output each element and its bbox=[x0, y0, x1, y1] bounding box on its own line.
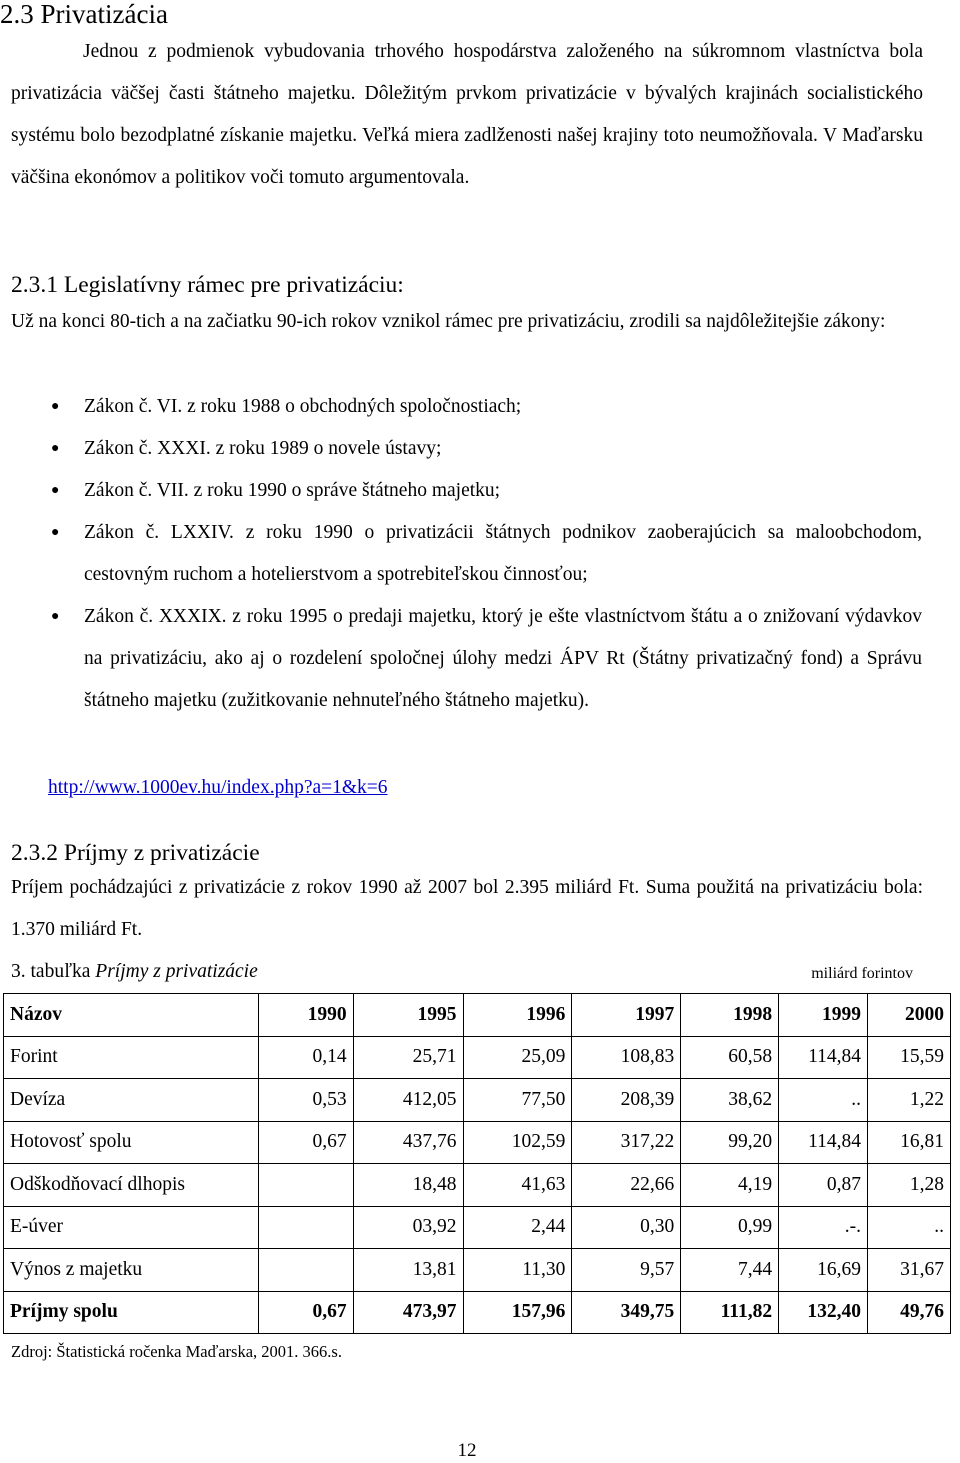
law-text: Zákon č. VII. z roku 1990 o správe štátneho majetku; bbox=[84, 480, 501, 501]
table-source-note: Zdroj: Štatistická ročenka Maďarska, 2001. 366.s. bbox=[11, 1342, 342, 1361]
subsection-heading-revenues: 2.3.2 Príjmy z privatizácie bbox=[11, 840, 260, 866]
table-total-row bbox=[4, 1291, 951, 1334]
table-cell: 41,63 bbox=[463, 1164, 572, 1207]
table-row-label: E-úver bbox=[4, 1206, 259, 1249]
table-cell: .-. bbox=[779, 1206, 868, 1249]
table-cell: 22,66 bbox=[572, 1164, 681, 1207]
revenues-paragraph: Príjem pochádzajúci z privatizácie z rokov 1990 až 2007 bol 2.395 miliárd Ft. Suma použitá na privatizáciu bola: 1.370 miliárd Ft. bbox=[11, 877, 923, 940]
bullet-icon: ● bbox=[51, 483, 60, 498]
list-item bbox=[0, 512, 922, 596]
table-cell: 16,69 bbox=[779, 1249, 868, 1292]
table-cell: 437,76 bbox=[353, 1121, 463, 1164]
table-row bbox=[4, 1079, 951, 1122]
law-text: Zákon č. VI. z roku 1988 o obchodných spoločnostiach; bbox=[84, 396, 522, 417]
subsection-heading-legislation: 2.3.1 Legislatívny rámec pre privatizáciu: bbox=[11, 272, 404, 298]
table-cell: 111,82 bbox=[681, 1291, 779, 1334]
table-cell: 77,50 bbox=[463, 1079, 572, 1122]
table-header-cell: 1996 bbox=[463, 994, 572, 1037]
law-text: Zákon č. XXXI. z roku 1989 o novele ústavy; bbox=[84, 438, 442, 459]
table-cell bbox=[258, 1206, 353, 1249]
table-cell: 473,97 bbox=[353, 1291, 463, 1334]
bullet-icon: ● bbox=[51, 609, 60, 624]
table-cell: 7,44 bbox=[681, 1249, 779, 1292]
table-header-cell: 1998 bbox=[681, 994, 779, 1037]
table-cell: 25,09 bbox=[463, 1036, 572, 1079]
table-cell: 99,20 bbox=[681, 1121, 779, 1164]
table-cell: 157,96 bbox=[463, 1291, 572, 1334]
table-cell: 0,53 bbox=[258, 1079, 353, 1122]
table-units: miliárd forintov bbox=[811, 965, 913, 982]
table-header-cell: 1999 bbox=[779, 994, 868, 1037]
table-cell: 60,58 bbox=[681, 1036, 779, 1079]
table-cell: 102,59 bbox=[463, 1121, 572, 1164]
table-caption-title: Príjmy z privatizácie bbox=[95, 961, 258, 982]
source-link[interactable]: http://www.1000ev.hu/index.php?a=1&k=6 bbox=[48, 777, 388, 798]
table-cell: 412,05 bbox=[353, 1079, 463, 1122]
table-cell: 15,59 bbox=[868, 1036, 951, 1079]
table-cell: 11,30 bbox=[463, 1249, 572, 1292]
table-header-cell: 2000 bbox=[868, 994, 951, 1037]
table-row-label: Výnos z majetku bbox=[4, 1249, 259, 1292]
table-cell: 0,99 bbox=[681, 1206, 779, 1249]
page-number: 12 bbox=[457, 1440, 477, 1461]
table-row bbox=[4, 1121, 951, 1164]
table-cell: 25,71 bbox=[353, 1036, 463, 1079]
table-caption-number: 3. tabuľka bbox=[11, 961, 96, 982]
table-cell: .. bbox=[868, 1206, 951, 1249]
table-cell: 0,67 bbox=[258, 1121, 353, 1164]
table-row-label: Devíza bbox=[4, 1079, 259, 1122]
table-cell bbox=[258, 1164, 353, 1207]
list-item bbox=[0, 386, 922, 428]
table-cell: 0,14 bbox=[258, 1036, 353, 1079]
section-intro-paragraph: Jednou z podmienok vybudovania trhového hospodárstva založeného na súkromnom vlastníctva bola privatizácia väčšej časti štátneho majetku. Dôležitým prvkom privatizácie v bývalých krajinách socialistického systému bolo bezodplatné získanie majetku. Veľká miera zadlženosti našej krajiny toto neumožňovala. V Maďarsku väčšina ekonómov a politikov voči tomuto argumentovala. bbox=[11, 41, 923, 188]
table-row bbox=[4, 1206, 951, 1249]
table-cell: 317,22 bbox=[572, 1121, 681, 1164]
bullet-icon: ● bbox=[51, 525, 60, 540]
table-row-label: Hotovosť spolu bbox=[4, 1121, 259, 1164]
table-cell bbox=[258, 1249, 353, 1292]
table-caption bbox=[11, 952, 923, 992]
table-cell: 0,67 bbox=[258, 1291, 353, 1334]
law-text: Zákon č. LXXIV. z roku 1990 o privatizácii štátnych podnikov zaoberajúcich sa maloobchodom, cestovným ruchom a hotelierstvom a spotrebiteľskou činnosťou; bbox=[84, 522, 922, 585]
table-header-cell: 1997 bbox=[572, 994, 681, 1037]
table-cell: 18,48 bbox=[353, 1164, 463, 1207]
table-cell: 349,75 bbox=[572, 1291, 681, 1334]
laws-list bbox=[0, 386, 922, 722]
table-cell: 38,62 bbox=[681, 1079, 779, 1122]
table-header-cell: 1995 bbox=[353, 994, 463, 1037]
table-cell: 114,84 bbox=[779, 1036, 868, 1079]
table-cell: 0,87 bbox=[779, 1164, 868, 1207]
list-item bbox=[0, 428, 922, 470]
list-item bbox=[0, 596, 922, 722]
table-cell: 1,22 bbox=[868, 1079, 951, 1122]
table-cell: 31,67 bbox=[868, 1249, 951, 1292]
bullet-icon: ● bbox=[51, 441, 60, 456]
law-text: Zákon č. XXXIX. z roku 1995 o predaji majetku, ktorý je ešte vlastníctvom štátu a o znižovaní výdavkov na privatizáciu, ako aj o rozdelení spoločnej úlohy medzi ÁPV Rt (Štátny privatizačný fond) a Správu štátneho majetku (zužitkovanie nehnuteľného štátneho majetku). bbox=[84, 606, 922, 711]
list-item bbox=[0, 470, 922, 512]
table-header-row bbox=[4, 994, 951, 1037]
table-cell: 03,92 bbox=[353, 1206, 463, 1249]
table-cell: 9,57 bbox=[572, 1249, 681, 1292]
table-cell: 208,39 bbox=[572, 1079, 681, 1122]
table-cell: 49,76 bbox=[868, 1291, 951, 1334]
bullet-icon: ● bbox=[51, 399, 60, 414]
table-row-label: Odškodňovací dlhopis bbox=[4, 1164, 259, 1207]
table-cell: 1,28 bbox=[868, 1164, 951, 1207]
table-row bbox=[4, 1164, 951, 1207]
table-cell: 13,81 bbox=[353, 1249, 463, 1292]
table-cell: 16,81 bbox=[868, 1121, 951, 1164]
table-cell: 2,44 bbox=[463, 1206, 572, 1249]
table-row-label: Príjmy spolu bbox=[4, 1291, 259, 1334]
section-heading: 2.3 Privatizácia bbox=[0, 0, 168, 29]
privatization-revenue-table bbox=[3, 993, 951, 1334]
legislation-intro-paragraph: Už na konci 80-tich a na začiatku 90-ich rokov vznikol rámec pre privatizáciu, zrodili sa najdôležitejšie zákony: bbox=[11, 311, 886, 332]
table-cell: 0,30 bbox=[572, 1206, 681, 1249]
table-header-cell: 1990 bbox=[258, 994, 353, 1037]
table-cell: 132,40 bbox=[779, 1291, 868, 1334]
table-row bbox=[4, 1036, 951, 1079]
table-row-label: Forint bbox=[4, 1036, 259, 1079]
table-header-cell: Názov bbox=[4, 994, 259, 1037]
table-row bbox=[4, 1249, 951, 1292]
table-cell: .. bbox=[779, 1079, 868, 1122]
table-cell: 4,19 bbox=[681, 1164, 779, 1207]
table-cell: 108,83 bbox=[572, 1036, 681, 1079]
table-cell: 114,84 bbox=[779, 1121, 868, 1164]
